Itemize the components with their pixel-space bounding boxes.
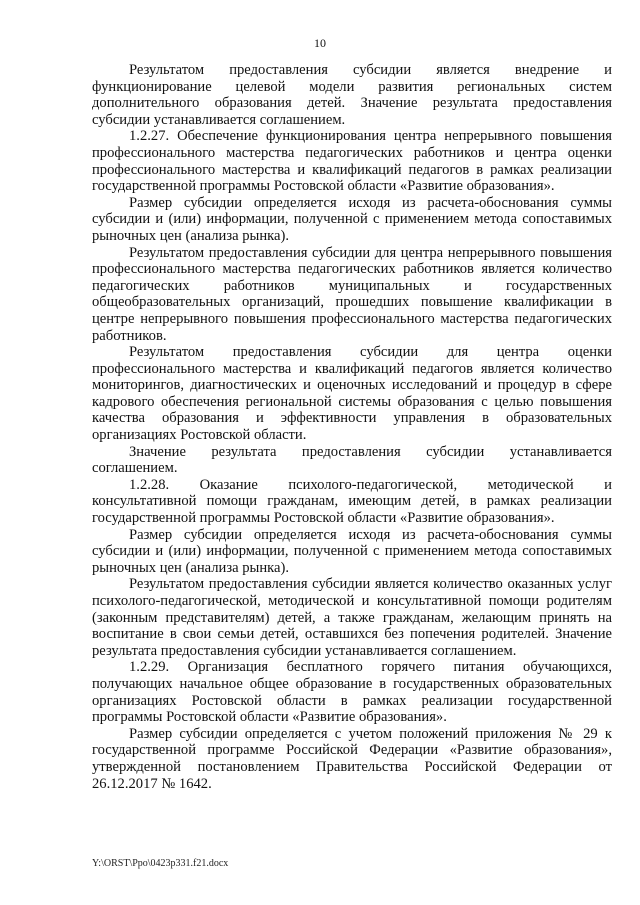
paragraph: Результатом предоставления субсидии для центра непрерывного повышения профессионального мастерства педагогических работников является количество педагогических работников муниципальных и государственных общеобразовательных организаций, прошедших повышение квалификации в центре непрерывного повышения профессионального мастерства педагогических работников.: [92, 244, 612, 344]
file-path-footer: Y:\ORST\Ppo\0423p331.f21.docx: [92, 858, 229, 869]
paragraph: 1.2.29. Организация бесплатного горячего питания обучающихся, получающих начальное общее образование в государственных образовательных организациях Ростовской области в рамках реализации государственной программы Ростовской области «Развитие образования».: [92, 659, 612, 726]
document-body: [92, 62, 612, 792]
paragraph: 1.2.27. Обеспечение функционирования центра непрерывного повышения профессионального мастерства педагогических работников и центра оценки профессионального мастерства и квалификаций педагогов в рамках реализации государственной программы Ростовской области «Развитие образования».: [92, 128, 612, 195]
paragraph: Размер субсидии определяется с учетом положений приложения № 29 к государственной программе Российской Федерации «Развитие образования», утвержденной постановлением Правительства Российской Федерации от 26.12.2017 № 1642.: [92, 725, 612, 792]
paragraph: Результатом предоставления субсидии для центра оценки профессионального мастерства и квалификаций педагогов является количество мониторингов, диагностических и оценочных исследований и процедур в сфере кадрового обеспечения региональной системы образования с целью повышения качества образования и эффективности управления в образовательных организациях Ростовской области.: [92, 344, 612, 444]
paragraph: Значение результата предоставления субсидии устанавливается соглашением.: [92, 443, 612, 477]
paragraph: Результатом предоставления субсидии является внедрение и функционирование целевой модели развития региональных систем дополнительного образования детей. Значение результата предоставления субсидии устанавливается соглашением.: [92, 62, 612, 128]
paragraph: Размер субсидии определяется исходя из расчета-обоснования суммы субсидии и (или) информации, полученной с применением метода сопоставимых рыночных цен (анализа рынка).: [92, 194, 612, 244]
page-number: 10: [314, 36, 326, 50]
paragraph: Результатом предоставления субсидии является количество оказанных услуг психолого-педагогической, методической и консультативной помощи родителям (законным представителям) детей, а также гражданам, желающим принять на воспитание в свои семьи детей, оставшихся без попечения родителей. Значение результата предоставления субсидии устанавливается соглашением.: [92, 576, 612, 659]
paragraph: 1.2.28. Оказание психолого-педагогической, методической и консультативной помощи гражданам, имеющим детей, в рамках реализации государственной программы Ростовской области «Развитие образования».: [92, 476, 612, 527]
paragraph: Размер субсидии определяется исходя из расчета-обоснования суммы субсидии и (или) информации, полученной с применением метода сопоставимых рыночных цен (анализа рынка).: [92, 526, 612, 576]
